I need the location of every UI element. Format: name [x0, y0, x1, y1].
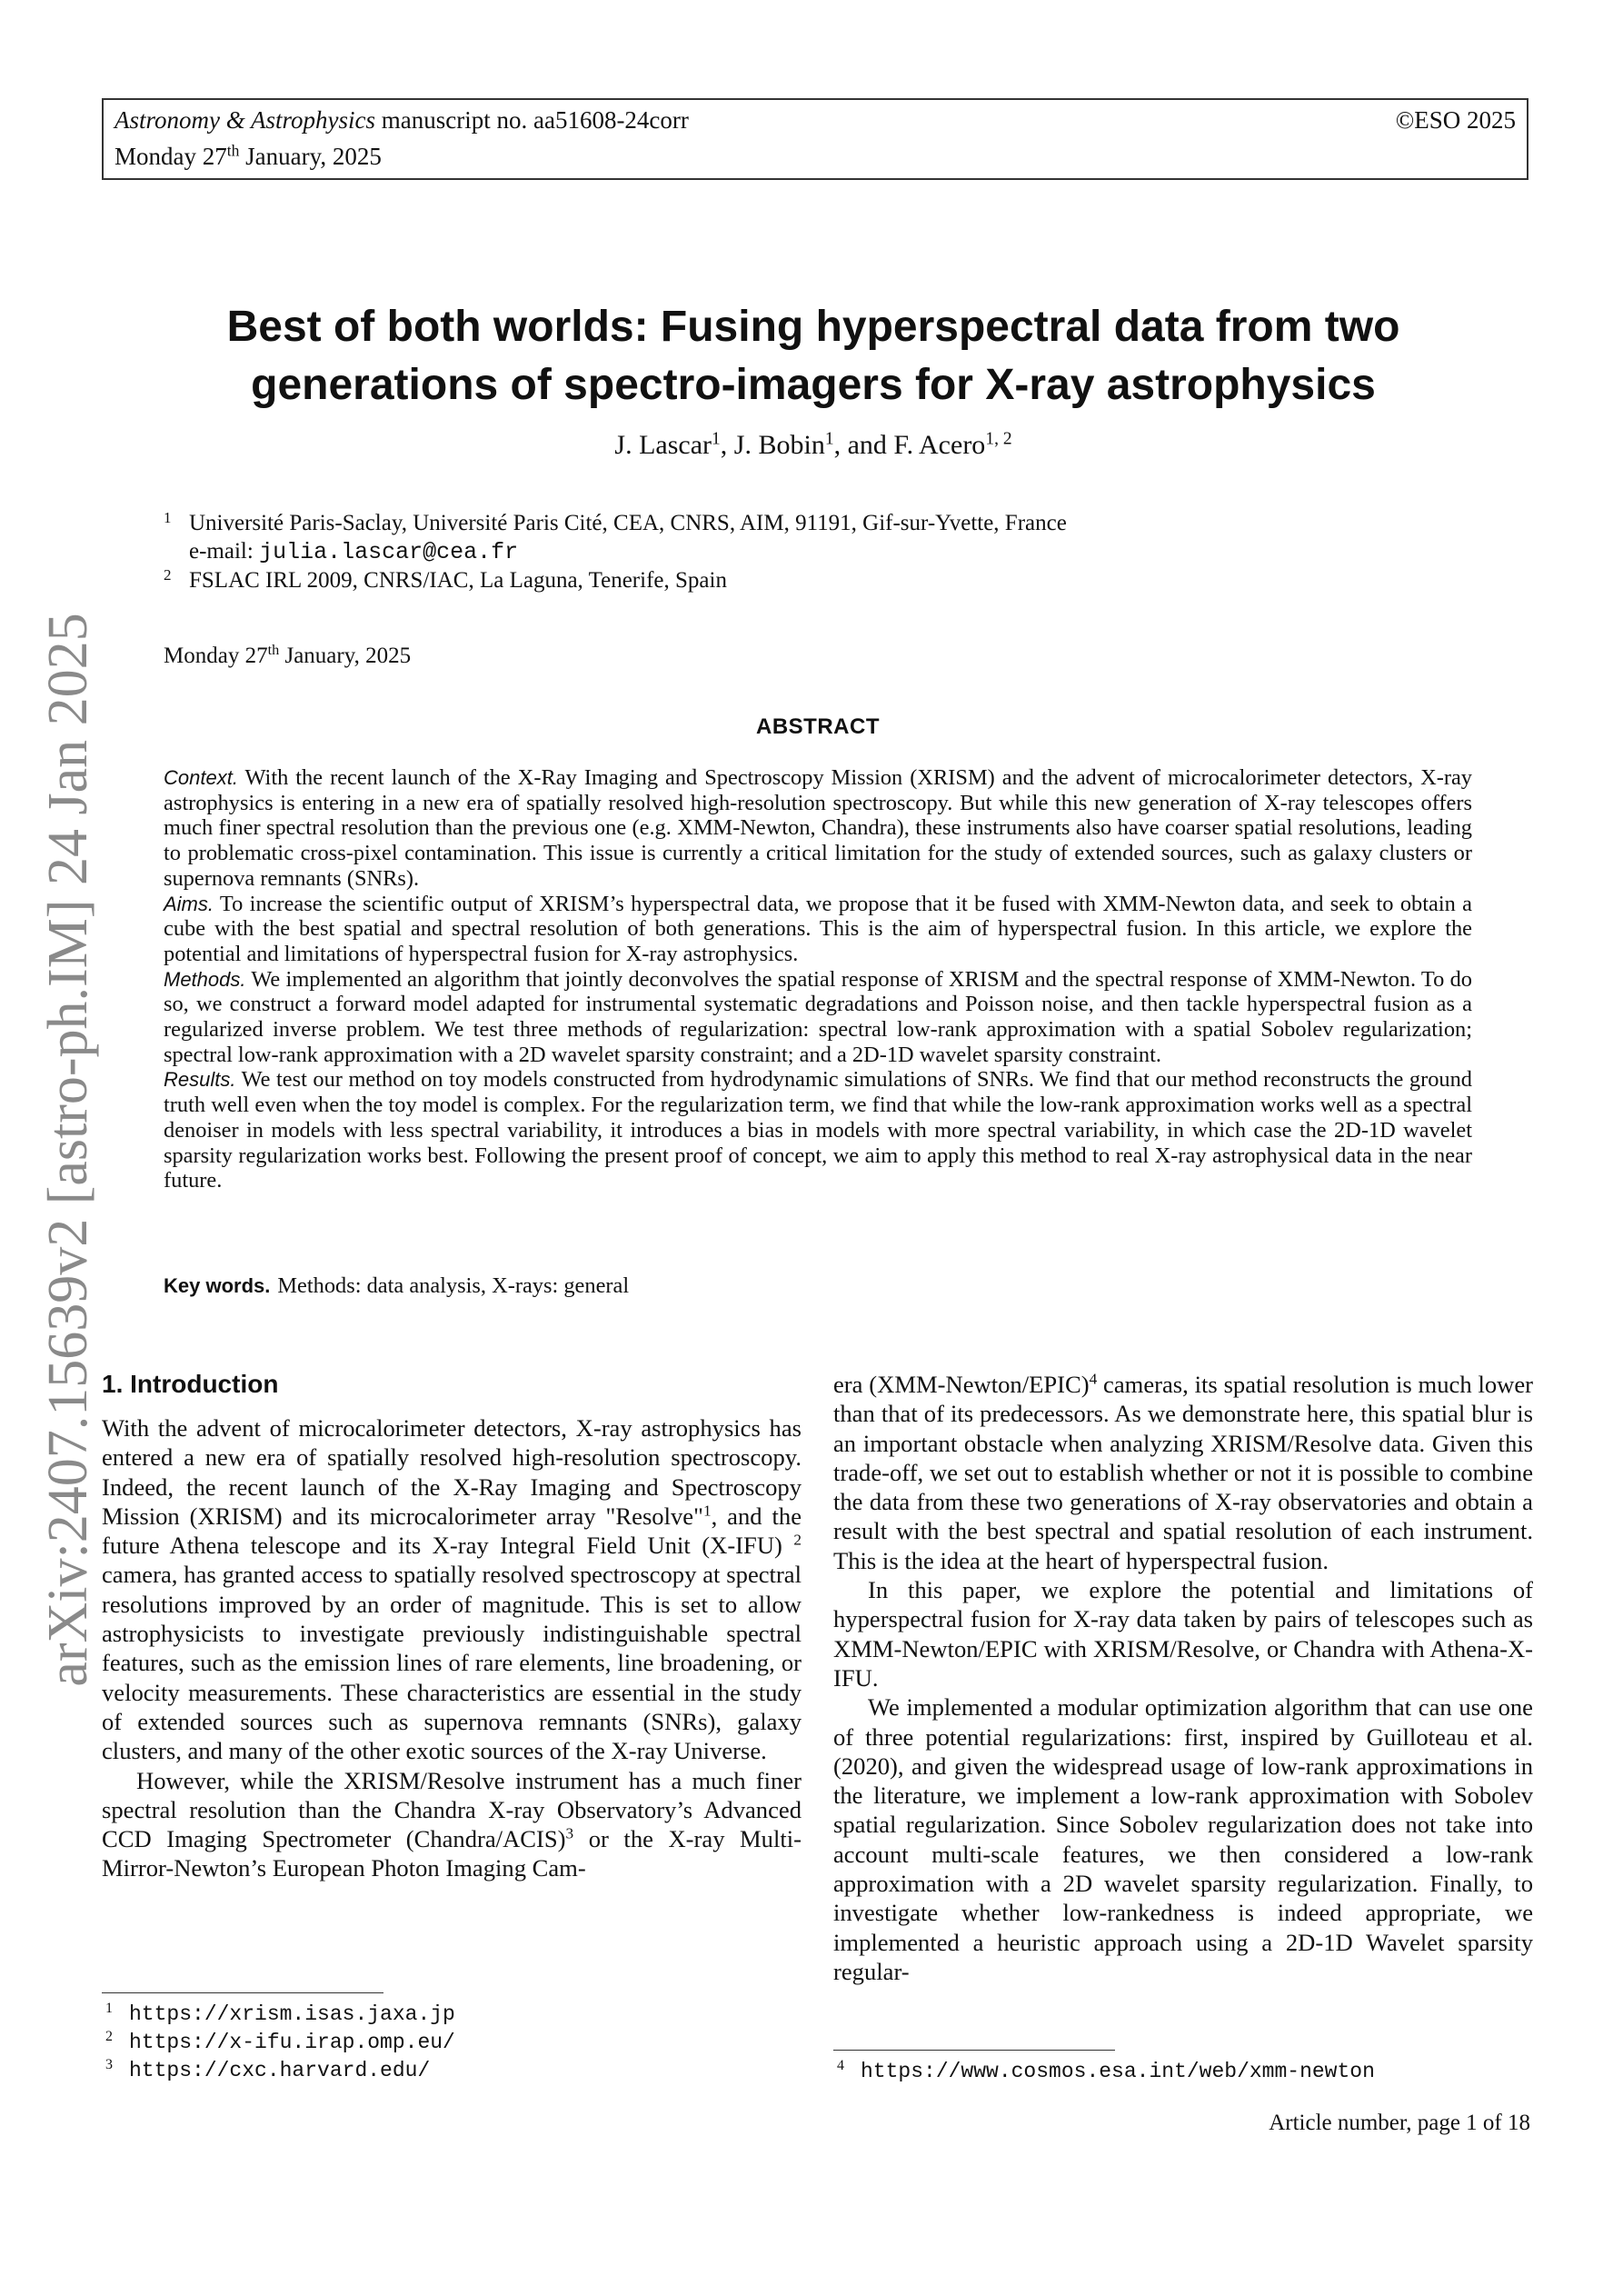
- footnotes-left: [102, 2000, 455, 2084]
- footnotes-right: [833, 2057, 1375, 2085]
- intro-paragraph-1: [102, 1413, 802, 1766]
- results-text: We test our method on toy models constructed from hydrodynamic simulations of SNRs. We find that our method reconstructs the ground truth well even when the toy model is complex. For the regularization term, we find that while the low-rank approximation works well as a spectral denoiser in models with less spectral variability, it introduces a bias in models with more spectral variability, in which case the 2D-1D wavelet sparsity regularization works best. Following the present proof of concept, we aim to apply this method to real X-ray astrophysical data in the near future.: [164, 1067, 1472, 1193]
- manuscript-number: manuscript no. aa51608-24corr: [381, 106, 689, 134]
- abstract-context: [164, 765, 1472, 892]
- header-date-sup: th: [226, 141, 240, 160]
- footnote-ref-1[interactable]: 1: [702, 1502, 712, 1520]
- footnote-3: [102, 2056, 455, 2084]
- author-1: J. Lascar: [614, 430, 712, 460]
- intro-p2-text-b: or the X-ray Multi-Mirror-Newton’s European Photon Imaging Cam-: [102, 1825, 802, 1882]
- abstract-body: [164, 765, 1472, 1193]
- date-month: January, 2025: [279, 644, 412, 668]
- author-3-affil: 1, 2: [985, 429, 1012, 449]
- keywords: [164, 1273, 1472, 1300]
- aims-label: Aims.: [164, 892, 214, 915]
- title-line-2: generations of spectro-imagers for X-ray astrophysics: [251, 361, 1376, 409]
- affiliation-2-text: FSLAC IRL 2009, CNRS/IAC, La Laguna, Tenerife, Spain: [189, 568, 727, 593]
- page-number-footer: Article number, page 1 of 18: [1269, 2111, 1530, 2135]
- running-header: [102, 98, 1528, 180]
- header-date-month: January, 2025: [239, 143, 382, 170]
- footnote-2-number: 2: [105, 2029, 113, 2044]
- intro-p3-text-a: era (XMM-Newton/EPIC): [833, 1371, 1090, 1398]
- affiliation-2: [164, 566, 1454, 594]
- affiliation-2-number: 2: [164, 566, 172, 584]
- results-label: Results.: [164, 1068, 236, 1092]
- header-date-day: Monday 27: [115, 143, 227, 170]
- affiliation-1-text: Université Paris-Saclay, Université Paris Cité, CEA, CNRS, AIM, 91191, Gif-sur-Yvette, France: [189, 511, 1067, 535]
- aims-text: To increase the scientific output of XRISM’s hyperspectral data, we propose that it be fused with XMM-Newton data, and seek to obtain a cube with the best spatial and spectral resolution of both generations. This is the aim of hyperspectral fusion. In this article, we explore the potential and limitations of hyperspectral fusion for X-ray astrophysics.: [164, 891, 1472, 966]
- paper-title: [173, 298, 1454, 414]
- copyright: ©ESO 2025: [1395, 106, 1516, 134]
- footnote-1-number: 1: [105, 2001, 113, 2016]
- abstract-methods: [164, 967, 1472, 1068]
- section-number: 1.: [102, 1370, 124, 1398]
- intro-p1-text-c: camera, has granted access to spatially resolved spectroscopy at spectral resolutions improved by an order of magnitude. This is set to allow astrophysicists to investigate previously indistinguishable spectral features, such as the emission lines of rare elements, line broadening, or velocity measurements. These characteristics are essential in the study of extended sources such as supernova remnants (SNRs), galaxy clusters, and many of the other exotic sources of the X-ray Universe.: [102, 1561, 802, 1765]
- intro-paragraph-5: We implemented a modular optimization algorithm that can use one of three potential regularizations: first, inspired by Guilloteau et al. (2020), and given the widespread usage of low-rank approximations in the literature, we implement a low-rank approximation with Sobolev spatial regularization. Since Sobolev regularization does not take into account multi-scale features, we then considered a low-rank approximation with a 2D wavelet sparsity regularization. Finally, to investigate whether low-rankedness is indeed appropriate, we implemented a heuristic approach using a 2D-1D Wavelet sparsity regular-: [833, 1693, 1533, 1985]
- journal-name: Astronomy & Astrophysics: [115, 106, 375, 134]
- title-line-1: Best of both worlds: Fusing hyperspectral data from two: [226, 303, 1400, 351]
- footnote-4-link[interactable]: https://www.cosmos.esa.int/web/xmm-newton: [861, 2060, 1375, 2083]
- intro-p2-text-a: However, while the XRISM/Resolve instrument has a much finer spectral resolution than the Chandra X-ray Observatory’s Advanced CCD Imaging Spectrometer (Chandra/ACIS): [102, 1766, 802, 1853]
- footnote-3-link[interactable]: https://cxc.harvard.edu/: [129, 2059, 431, 2082]
- footnote-2: [102, 2028, 455, 2056]
- intro-paragraph-4: In this paper, we explore the potential and limitations of hyperspectral fusion for X-ray data taken by pairs of telescopes such as XMM-Newton/EPIC with XRISM/Resolve, or Chandra with Athena-X-IFU.: [833, 1576, 1533, 1692]
- intro-p1-text-a: With the advent of microcalorimeter detectors, X-ray astrophysics has entered a new era of spatially resolved high-resolution spectroscopy. Indeed, the recent launch of the X-Ray Imaging and Spectroscopy Mission (XRISM) and its microcalorimeter array "Resolve": [102, 1414, 802, 1530]
- arxiv-identifier-stamp: arXiv:2407.15639v2 [astro-ph.IM] 24 Jan 2025: [37, 613, 99, 1687]
- right-column: [833, 1370, 1533, 1986]
- footnote-ref-2[interactable]: 2: [793, 1531, 802, 1549]
- author-2-affil: 1: [824, 429, 834, 449]
- date-sup: th: [267, 642, 280, 659]
- keywords-text: Methods: data analysis, X-rays: general: [277, 1273, 630, 1298]
- affiliation-1-number: 1: [164, 509, 172, 526]
- methods-label: Methods.: [164, 967, 246, 991]
- affiliations: [164, 509, 1454, 594]
- author-3: , and F. Acero: [833, 430, 986, 460]
- keywords-label: Key words.: [164, 1274, 271, 1297]
- footnote-1: [102, 2000, 455, 2028]
- email-label: e-mail:: [189, 539, 260, 564]
- section-title: Introduction: [130, 1370, 279, 1398]
- footnote-divider-right: [833, 2050, 1115, 2051]
- footnote-ref-3[interactable]: 3: [565, 1824, 574, 1842]
- abstract-heading: ABSTRACT: [756, 714, 880, 739]
- header-journal-line: [115, 104, 689, 136]
- intro-p3-text-b: cameras, its spatial resolution is much lower than that of its predecessors. As we demonstrate here, this spatial blur is an important obstacle when analyzing XRISM/Resolve data. Given this trade-off, we set out to establish whether or not it is possible to combine the data from these two generations of X-ray observatories and obtain a result with the best spectral and spatial resolution of each instrument. This is the idea at the heart of hyperspectral fusion.: [833, 1371, 1534, 1574]
- footnote-1-link[interactable]: https://xrism.isas.jaxa.jp: [129, 2002, 455, 2026]
- footnote-3-number: 3: [105, 2057, 113, 2072]
- footnote-ref-4[interactable]: 4: [1089, 1370, 1098, 1388]
- context-label: Context.: [164, 766, 238, 789]
- abstract-aims: [164, 892, 1472, 967]
- section-heading-introduction: [102, 1368, 278, 1401]
- footnote-4-number: 4: [837, 2058, 844, 2073]
- footnote-4: [833, 2057, 1375, 2085]
- email-address[interactable]: julia.lascar@cea.fr: [259, 539, 519, 565]
- date-day: Monday 27: [164, 644, 268, 668]
- received-date: [164, 642, 411, 671]
- affiliation-1: [164, 509, 1454, 537]
- author-list: [173, 427, 1454, 464]
- context-text: With the recent launch of the X-Ray Imaging and Spectroscopy Mission (XRISM) and the advent of microcalorimeter detectors, X-ray astrophysics is entering in a new era of spatially resolved high-resolution spectroscopy. But while this new generation of X-ray telescopes offers much finer spectral resolution than the previous one (e.g. XMM-Newton, Chandra), these instruments also have coarser spatial resolutions, leading to problematic cross-pixel contamination. This issue is currently a critical limitation for the study of extended sources, such as galaxy clusters or supernova remnants (SNRs).: [164, 765, 1472, 891]
- abstract-results: [164, 1067, 1472, 1193]
- left-column: [102, 1413, 802, 1883]
- footnote-2-link[interactable]: https://x-ifu.irap.omp.eu/: [129, 2031, 455, 2054]
- author-2: , J. Bobin: [720, 430, 825, 460]
- author-1-affil: 1: [712, 429, 721, 449]
- footnote-divider-left: [102, 1992, 383, 1993]
- intro-p1-text-b: , and the future Athena telescope and its X-ray Integral Field Unit (X-IFU): [102, 1502, 802, 1560]
- email-line: [164, 537, 1454, 566]
- header-date: [115, 140, 382, 173]
- methods-text: We implemented an algorithm that jointly deconvolves the spatial response of XRISM and the spectral response of XMM-Newton. To do so, we construct a forward model adapted for instrumental systematic degradations and Poisson noise, and then tackle hyperspectral fusion as a regularized inverse problem. We test three methods of regularization: spectral low-rank approximation with a spatial Sobolev regularization; spectral low-rank approximation with a 2D wavelet sparsity constraint; and a 2D-1D wavelet sparsity constraint.: [164, 966, 1472, 1067]
- intro-paragraph-2: [102, 1766, 802, 1883]
- intro-paragraph-3: [833, 1370, 1533, 1575]
